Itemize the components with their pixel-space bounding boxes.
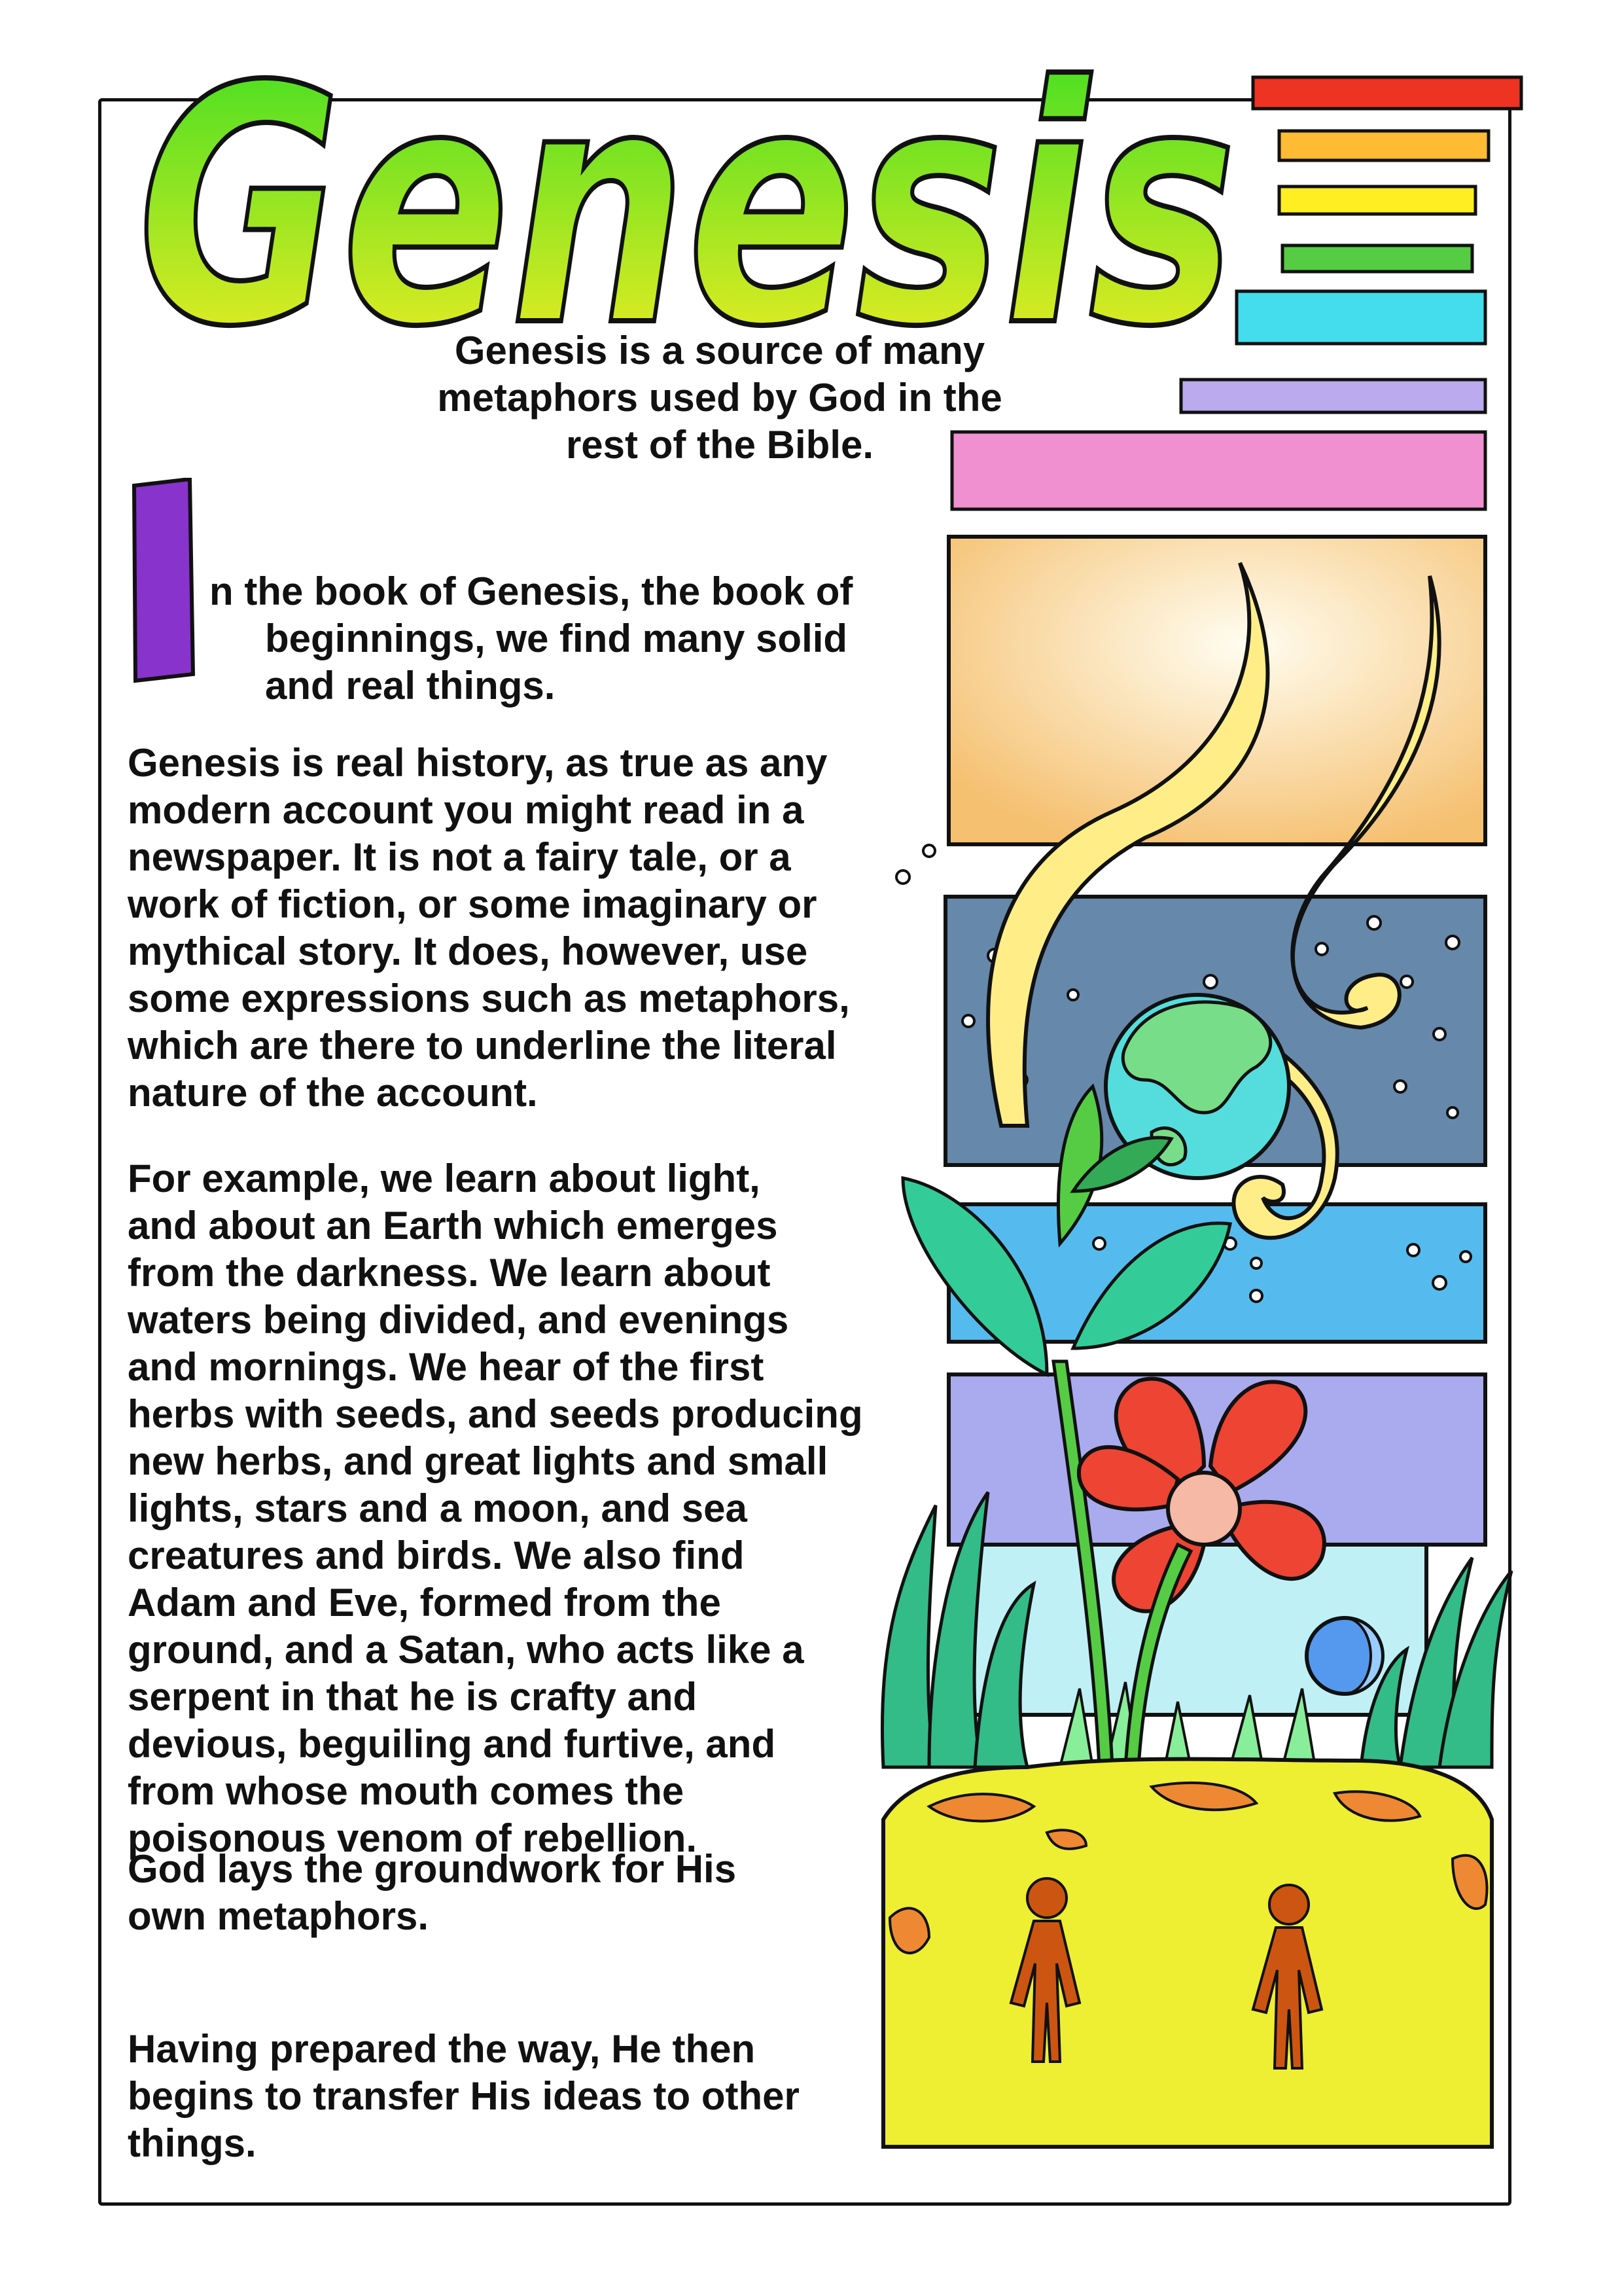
drop-cap-letter: I: [158, 573, 169, 617]
rainbow-bar-yellow: [1279, 187, 1475, 214]
paragraph-history: Genesis is real history, as true as any modern account you might read in a newspaper. It is not a fairy tale, or a work of fiction, or some imaginary or mythical story. It does, however, use some expressions such as metaphors, which are there to underline the literal nature of the account.: [128, 741, 850, 1115]
intro-line-3: and real things.: [265, 664, 556, 708]
title: Genesis: [137, 26, 1237, 367]
title-graphic: [111, 26, 1263, 367]
intro-line-2: beginnings, we find many solid: [265, 617, 848, 660]
rainbow-bar-cyan: [1237, 291, 1485, 344]
rainbow-bar-lavender: [1181, 380, 1485, 412]
light-panel: [949, 537, 1485, 844]
rainbow-bar-orange: [1279, 131, 1489, 160]
intro-line-1: n the book of Genesis, the book of: [209, 569, 853, 613]
flower-center: [1168, 1473, 1240, 1545]
paragraph-transfer: Having prepared the way, He then begins to transfer His ideas to other things.: [128, 2027, 800, 2165]
rainbow-bar-green: [1282, 245, 1472, 272]
subtitle: Genesis is a source of many metaphors used by God in the rest of the Bible.: [437, 329, 1002, 467]
paragraph-examples: For example, we learn about light, and about an Earth which emerges from the darkness. We learn about waters being divided, and evenings and mornings. We hear of the first herbs with seeds, and seeds producing new herbs, and great lights and small lights, stars and a moon, and sea creatures and birds. We also find Adam and Eve, formed from the ground, and a Satan, who acts like a serpent in that he is crafty and devious, beguiling and furtive, and from whose mouth comes the poisonous venom of rebellion.: [128, 1157, 863, 1860]
drop-cap: [128, 478, 206, 687]
creation-illustration: [864, 524, 1518, 2173]
paragraph-groundwork: God lays the groundwork for His own metaphors.: [128, 1847, 737, 1938]
rainbow-bar-red: [1253, 77, 1521, 109]
